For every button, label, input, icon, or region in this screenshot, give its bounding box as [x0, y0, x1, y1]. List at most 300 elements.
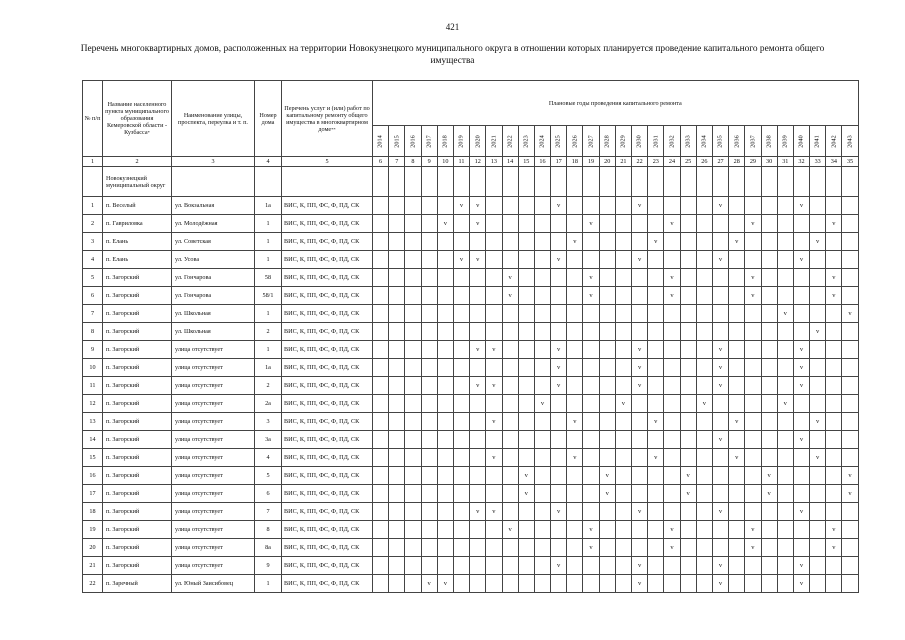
- year-cell: [599, 575, 615, 593]
- house-cell: 8: [255, 521, 282, 539]
- year-cell: [712, 413, 728, 431]
- year-cell: [389, 539, 405, 557]
- year-cell: [502, 359, 518, 377]
- year-cell: [583, 395, 599, 413]
- year-cell: [599, 413, 615, 431]
- year-cell: [842, 233, 858, 251]
- year-cell: [842, 503, 858, 521]
- row-number: 4: [83, 251, 103, 269]
- year-cell: [518, 539, 534, 557]
- year-cell: [712, 323, 728, 341]
- year-cell: [518, 359, 534, 377]
- header-street: Наименование улицы, проспекта, переулка и т. п.: [172, 81, 255, 157]
- year-cell: [696, 485, 712, 503]
- year-cell: [470, 521, 486, 539]
- year-cell: [793, 413, 809, 431]
- year-cell: [486, 557, 502, 575]
- year-cell: [712, 539, 728, 557]
- year-mark: v: [793, 503, 809, 521]
- year-cell: [405, 215, 421, 233]
- empty-cell: [551, 167, 567, 197]
- year-cell: [518, 305, 534, 323]
- year-cell: [826, 413, 842, 431]
- year-cell: [632, 431, 648, 449]
- year-cell: [664, 233, 680, 251]
- year-cell: [761, 539, 777, 557]
- year-cell: [405, 431, 421, 449]
- year-cell: [777, 287, 793, 305]
- year-cell: [389, 305, 405, 323]
- year-cell: [777, 233, 793, 251]
- year-cell: [518, 287, 534, 305]
- year-cell: [389, 251, 405, 269]
- year-header: 2028: [599, 126, 615, 157]
- year-mark: v: [664, 521, 680, 539]
- year-mark: v: [729, 449, 745, 467]
- year-cell: [842, 413, 858, 431]
- year-mark: v: [534, 395, 550, 413]
- year-cell: [680, 305, 696, 323]
- year-cell: [793, 287, 809, 305]
- row-number: 1: [83, 197, 103, 215]
- year-cell: [664, 395, 680, 413]
- year-cell: [551, 323, 567, 341]
- year-cell: [389, 395, 405, 413]
- year-cell: [437, 485, 453, 503]
- year-mark: v: [826, 287, 842, 305]
- year-header: 2035: [712, 126, 728, 157]
- house-cell: 8а: [255, 539, 282, 557]
- year-mark: v: [502, 287, 518, 305]
- year-cell: [761, 215, 777, 233]
- year-cell: [777, 215, 793, 233]
- year-mark: v: [632, 575, 648, 593]
- year-mark: v: [453, 251, 469, 269]
- empty-cell: [405, 167, 421, 197]
- year-cell: [534, 305, 550, 323]
- year-cell: [583, 485, 599, 503]
- year-cell: [648, 557, 664, 575]
- year-mark: v: [842, 485, 858, 503]
- year-cell: [696, 539, 712, 557]
- year-cell: [777, 539, 793, 557]
- year-cell: [696, 467, 712, 485]
- year-cell: [826, 557, 842, 575]
- services-cell: ВИС, К, ПП, ФС, Ф, ПД, СК: [282, 413, 373, 431]
- house-cell: 9: [255, 557, 282, 575]
- column-numbers-row: [83, 157, 859, 167]
- year-mark: v: [793, 359, 809, 377]
- year-cell: [712, 305, 728, 323]
- row-number: 18: [83, 503, 103, 521]
- year-cell: [518, 575, 534, 593]
- year-mark: v: [470, 251, 486, 269]
- year-cell: [842, 197, 858, 215]
- year-cell: [373, 539, 389, 557]
- year-cell: [405, 557, 421, 575]
- year-cell: [615, 251, 631, 269]
- year-cell: [648, 395, 664, 413]
- year-mark: v: [761, 485, 777, 503]
- year-cell: [632, 395, 648, 413]
- year-cell: [486, 305, 502, 323]
- house-cell: 1: [255, 341, 282, 359]
- settlement-cell: п. Загорский: [103, 467, 172, 485]
- house-cell: 3: [255, 413, 282, 431]
- year-cell: [729, 287, 745, 305]
- year-cell: [373, 251, 389, 269]
- year-cell: [745, 557, 761, 575]
- year-cell: [437, 557, 453, 575]
- year-cell: [437, 341, 453, 359]
- column-number: 1: [83, 157, 103, 167]
- year-cell: [567, 503, 583, 521]
- year-mark: v: [421, 575, 437, 593]
- year-cell: [664, 305, 680, 323]
- year-cell: [842, 323, 858, 341]
- year-cell: [826, 197, 842, 215]
- row-number: 5: [83, 269, 103, 287]
- year-cell: [486, 485, 502, 503]
- year-cell: [405, 539, 421, 557]
- table-row: [83, 467, 859, 485]
- year-cell: [842, 575, 858, 593]
- year-mark: v: [486, 449, 502, 467]
- district-row: [83, 167, 859, 197]
- year-cell: [599, 449, 615, 467]
- year-mark: v: [486, 503, 502, 521]
- year-cell: [421, 521, 437, 539]
- year-mark: v: [793, 197, 809, 215]
- year-cell: [632, 539, 648, 557]
- year-cell: [696, 215, 712, 233]
- street-cell: улица отсутствует: [172, 485, 255, 503]
- year-cell: [486, 215, 502, 233]
- column-number: 13: [486, 157, 502, 167]
- year-cell: [599, 521, 615, 539]
- year-cell: [696, 269, 712, 287]
- year-cell: [615, 557, 631, 575]
- year-cell: [421, 539, 437, 557]
- year-cell: [437, 287, 453, 305]
- house-cell: 1: [255, 251, 282, 269]
- settlement-cell: п. Загорский: [103, 431, 172, 449]
- year-cell: [486, 287, 502, 305]
- year-cell: [389, 485, 405, 503]
- year-cell: [421, 197, 437, 215]
- year-cell: [729, 521, 745, 539]
- year-cell: [632, 521, 648, 539]
- year-mark: v: [502, 521, 518, 539]
- year-cell: [777, 503, 793, 521]
- column-number: 33: [810, 157, 826, 167]
- year-cell: [567, 323, 583, 341]
- settlement-cell: п. Загорский: [103, 521, 172, 539]
- row-number: 6: [83, 287, 103, 305]
- year-cell: [453, 575, 469, 593]
- year-cell: [793, 485, 809, 503]
- year-cell: [761, 557, 777, 575]
- year-mark: v: [761, 467, 777, 485]
- year-cell: [696, 233, 712, 251]
- year-cell: [696, 557, 712, 575]
- year-cell: [405, 251, 421, 269]
- table-row: [83, 503, 859, 521]
- year-mark: v: [793, 557, 809, 575]
- street-cell: улица отсутствует: [172, 539, 255, 557]
- year-mark: v: [551, 503, 567, 521]
- year-cell: [664, 341, 680, 359]
- year-cell: [534, 413, 550, 431]
- empty-cell: [793, 167, 809, 197]
- year-cell: [826, 233, 842, 251]
- year-cell: [437, 269, 453, 287]
- year-header: 2041: [810, 126, 826, 157]
- year-mark: v: [826, 539, 842, 557]
- year-cell: [712, 449, 728, 467]
- year-cell: [810, 377, 826, 395]
- services-cell: ВИС, К, ПП, ФС, Ф, ПД, СК: [282, 395, 373, 413]
- year-cell: [826, 503, 842, 521]
- year-cell: [648, 251, 664, 269]
- year-cell: [534, 251, 550, 269]
- year-mark: v: [712, 557, 728, 575]
- year-cell: [615, 215, 631, 233]
- year-cell: [453, 485, 469, 503]
- house-cell: 1: [255, 233, 282, 251]
- year-mark: v: [583, 269, 599, 287]
- year-cell: [648, 341, 664, 359]
- year-cell: [373, 431, 389, 449]
- year-cell: [373, 467, 389, 485]
- column-number: 34: [826, 157, 842, 167]
- year-cell: [842, 341, 858, 359]
- year-cell: [567, 485, 583, 503]
- year-header: 2033: [680, 126, 696, 157]
- street-cell: ул. Юный Заисибовец: [172, 575, 255, 593]
- header-house: Номер дома: [255, 81, 282, 157]
- year-cell: [777, 341, 793, 359]
- year-cell: [551, 215, 567, 233]
- year-cell: [826, 359, 842, 377]
- year-cell: [761, 521, 777, 539]
- year-cell: [551, 413, 567, 431]
- year-cell: [551, 467, 567, 485]
- year-cell: [534, 449, 550, 467]
- year-cell: [470, 305, 486, 323]
- year-mark: v: [826, 215, 842, 233]
- year-mark: v: [712, 575, 728, 593]
- year-cell: [470, 575, 486, 593]
- empty-cell: [632, 167, 648, 197]
- year-cell: [842, 251, 858, 269]
- column-number: 2: [103, 157, 172, 167]
- settlement-cell: п. Загорский: [103, 485, 172, 503]
- year-cell: [615, 431, 631, 449]
- house-cell: 1: [255, 215, 282, 233]
- year-cell: [583, 251, 599, 269]
- year-mark: v: [551, 197, 567, 215]
- table-row: [83, 521, 859, 539]
- year-cell: [615, 233, 631, 251]
- year-mark: v: [664, 287, 680, 305]
- year-cell: [793, 539, 809, 557]
- year-cell: [632, 269, 648, 287]
- column-number: 19: [583, 157, 599, 167]
- year-cell: [453, 557, 469, 575]
- year-cell: [648, 539, 664, 557]
- year-cell: [502, 449, 518, 467]
- empty-cell: [842, 167, 858, 197]
- year-cell: [567, 521, 583, 539]
- year-cell: [793, 521, 809, 539]
- year-header: 2027: [583, 126, 599, 157]
- year-cell: [373, 233, 389, 251]
- year-cell: [615, 269, 631, 287]
- year-cell: [421, 557, 437, 575]
- column-number: 3: [172, 157, 255, 167]
- year-mark: v: [486, 341, 502, 359]
- year-cell: [567, 395, 583, 413]
- year-cell: [421, 485, 437, 503]
- year-cell: [389, 413, 405, 431]
- year-mark: v: [470, 503, 486, 521]
- column-number: 18: [567, 157, 583, 167]
- year-cell: [826, 431, 842, 449]
- year-cell: [842, 557, 858, 575]
- settlement-cell: п. Загорский: [103, 377, 172, 395]
- year-cell: [745, 233, 761, 251]
- street-cell: ул. Молодёжная: [172, 215, 255, 233]
- year-cell: [389, 359, 405, 377]
- year-cell: [842, 377, 858, 395]
- year-cell: [615, 521, 631, 539]
- row-number: 22: [83, 575, 103, 593]
- year-cell: [761, 377, 777, 395]
- year-cell: [599, 395, 615, 413]
- year-mark: v: [632, 359, 648, 377]
- year-cell: [729, 215, 745, 233]
- settlement-cell: п. Загорский: [103, 557, 172, 575]
- year-header: 2031: [648, 126, 664, 157]
- year-cell: [373, 503, 389, 521]
- header-years-group: Плановые годы проведения капитального ремонта: [373, 81, 859, 126]
- year-cell: [534, 521, 550, 539]
- empty-cell: [567, 167, 583, 197]
- year-mark: v: [745, 521, 761, 539]
- year-cell: [648, 323, 664, 341]
- year-cell: [761, 413, 777, 431]
- year-mark: v: [712, 359, 728, 377]
- year-cell: [632, 305, 648, 323]
- year-cell: [826, 323, 842, 341]
- year-cell: [615, 287, 631, 305]
- year-cell: [599, 377, 615, 395]
- settlement-cell: п. Загорский: [103, 395, 172, 413]
- year-cell: [664, 485, 680, 503]
- year-cell: [437, 377, 453, 395]
- year-cell: [437, 521, 453, 539]
- empty-cell: [534, 167, 550, 197]
- year-cell: [810, 287, 826, 305]
- year-cell: [502, 503, 518, 521]
- year-cell: [486, 197, 502, 215]
- year-cell: [389, 215, 405, 233]
- year-cell: [632, 233, 648, 251]
- year-cell: [745, 305, 761, 323]
- year-cell: [421, 449, 437, 467]
- year-cell: [632, 215, 648, 233]
- year-header: 2015: [389, 126, 405, 157]
- year-cell: [534, 323, 550, 341]
- year-cell: [793, 305, 809, 323]
- year-cell: [453, 233, 469, 251]
- year-cell: [502, 377, 518, 395]
- row-number: 7: [83, 305, 103, 323]
- year-cell: [810, 305, 826, 323]
- year-cell: [551, 287, 567, 305]
- year-cell: [470, 557, 486, 575]
- year-cell: [599, 251, 615, 269]
- year-mark: v: [745, 287, 761, 305]
- row-number: 19: [83, 521, 103, 539]
- year-cell: [502, 539, 518, 557]
- year-cell: [810, 269, 826, 287]
- year-cell: [810, 539, 826, 557]
- row-number: 10: [83, 359, 103, 377]
- year-mark: v: [712, 341, 728, 359]
- year-cell: [599, 323, 615, 341]
- year-cell: [810, 431, 826, 449]
- year-cell: [389, 269, 405, 287]
- year-cell: [615, 449, 631, 467]
- row-number: 11: [83, 377, 103, 395]
- column-number: 14: [502, 157, 518, 167]
- year-cell: [793, 449, 809, 467]
- year-cell: [810, 359, 826, 377]
- year-cell: [632, 449, 648, 467]
- year-cell: [534, 269, 550, 287]
- year-cell: [729, 341, 745, 359]
- empty-cell: [648, 167, 664, 197]
- year-cell: [583, 413, 599, 431]
- year-mark: v: [518, 467, 534, 485]
- year-cell: [729, 539, 745, 557]
- year-cell: [583, 503, 599, 521]
- year-cell: [373, 521, 389, 539]
- year-cell: [712, 269, 728, 287]
- year-cell: [389, 467, 405, 485]
- year-cell: [405, 467, 421, 485]
- year-cell: [712, 287, 728, 305]
- year-mark: v: [777, 395, 793, 413]
- year-cell: [729, 377, 745, 395]
- year-cell: [696, 431, 712, 449]
- empty-cell: [389, 167, 405, 197]
- year-mark: v: [583, 215, 599, 233]
- year-cell: [470, 287, 486, 305]
- year-cell: [437, 467, 453, 485]
- year-cell: [389, 233, 405, 251]
- year-cell: [696, 377, 712, 395]
- year-cell: [680, 251, 696, 269]
- house-cell: 6: [255, 485, 282, 503]
- year-mark: v: [583, 539, 599, 557]
- year-mark: v: [470, 341, 486, 359]
- empty-cell: [615, 167, 631, 197]
- year-cell: [761, 251, 777, 269]
- year-cell: [534, 215, 550, 233]
